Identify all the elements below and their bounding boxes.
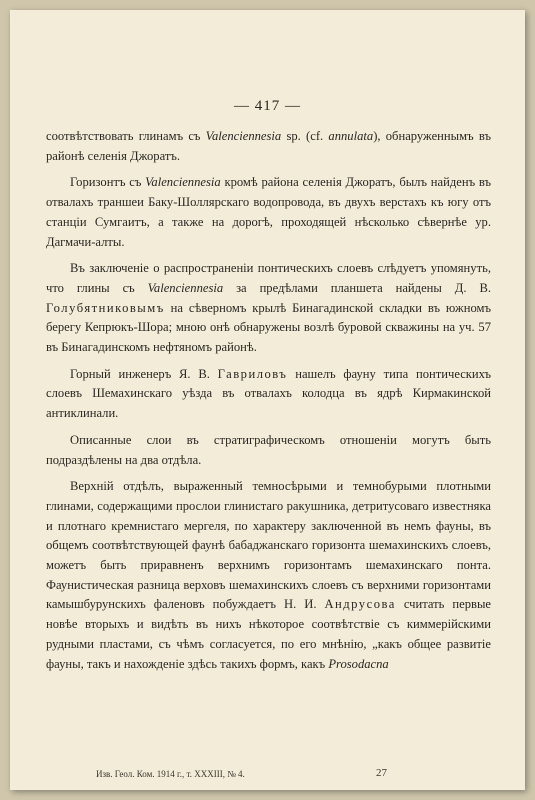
paragraph: [46, 477, 491, 674]
text-run: на сѣверномъ крылѣ Бинагадинской складки въ южномъ берегу Кепрюкъ-Шора; мною онѣ обнаружены возлѣ буровой скважины на уч. 57 въ Бинагадинскомъ нефтяномъ районѣ.: [46, 300, 491, 355]
italic-term: annulata: [328, 129, 374, 143]
signature-mark: 27: [376, 767, 387, 779]
italic-term: Prosodacna: [328, 656, 389, 671]
spaced-name: Андрусова: [324, 597, 396, 612]
text-run: Горный инженеръ Я. В.: [70, 366, 218, 381]
text-run: Верхній отдѣлъ, выраженный темносѣрыми и темнобурыми плотными глинами, содержащими прослои глинистаго ракушника, детритусоваго известняка и плотнаго кремнистаго мергеля, по характеру заключенной въ немъ фауны, въ общемъ соотвѣтствующей фаунѣ бабаджанскаго горизонта шемахинскихъ слоевъ, можетъ быть приравненъ верхнимъ горизонтамъ шемахинскаго понта. Фаунистическая разница верховъ шемахинскихъ слоевъ съ верхними горизонтами камышбурунскихъ фаленовъ побуждаетъ Н. И.: [46, 479, 491, 612]
text-run: кромѣ района селенія Джоратъ, былъ найденъ въ отвалахъ траншеи Баку-Шоллярскаго водопровода, въ двухъ верстахъ къ югу отъ станціи Сумгаитъ, а также на дорогѣ, проходящей нѣсколько сѣвернѣе ур. Дагмачи-алты.: [46, 175, 491, 249]
spaced-name: Голубятниковымъ: [46, 300, 165, 315]
text-run: считать первые новѣе вторыхъ и видѣть въ нихъ нѣкоторое соотвѣтствіе съ киммерійскими рудными пластами, съ чѣмъ согласуется, по его мнѣнію, „какъ общее развитіе фауны, такъ и нахожденіе здѣсь такихъ формъ, какъ: [46, 597, 492, 671]
italic-term: Valenciennesia: [205, 129, 282, 143]
spaced-name: Гавриловъ: [217, 366, 288, 381]
text-run: sp. (cf.: [281, 129, 329, 143]
document-page: [10, 10, 525, 790]
body-text: [46, 127, 491, 681]
text-run: нашелъ фауну типа понтическихъ слоевъ Шемахинскаго уѣзда въ отвалахъ колодца въ ядрѣ Кирмакинской антиклинали.: [46, 366, 491, 421]
text-run: за предѣлами планшета найдены Д. В.: [223, 280, 491, 295]
italic-term: Valenciennesia: [145, 175, 221, 190]
text-run: Въ заключеніе о распространеніи понтическихъ слоевъ слѣдуетъ упомянуть, что глины съ: [46, 261, 491, 295]
paragraph: [46, 173, 491, 252]
text-run: Описанные слои въ стратиграфическомъ отношеніи могутъ быть подраздѣлены на два отдѣла.: [46, 432, 491, 467]
paragraph: [46, 365, 491, 424]
text-run: ), обнаруженнымъ въ районѣ селенія Джоратъ.: [46, 129, 491, 163]
text-run: Горизонтъ съ: [70, 175, 146, 190]
italic-term: Valenciennesia: [147, 280, 224, 295]
paragraph: [46, 259, 491, 358]
paragraph: [46, 431, 491, 470]
footer-source: Изв. Геол. Ком. 1914 г., т. XXXIII, № 4.: [96, 769, 245, 779]
text-run: соотвѣтствовать глинамъ съ: [46, 129, 206, 143]
page-number: — 417 —: [234, 98, 301, 114]
paragraph: [46, 127, 491, 166]
